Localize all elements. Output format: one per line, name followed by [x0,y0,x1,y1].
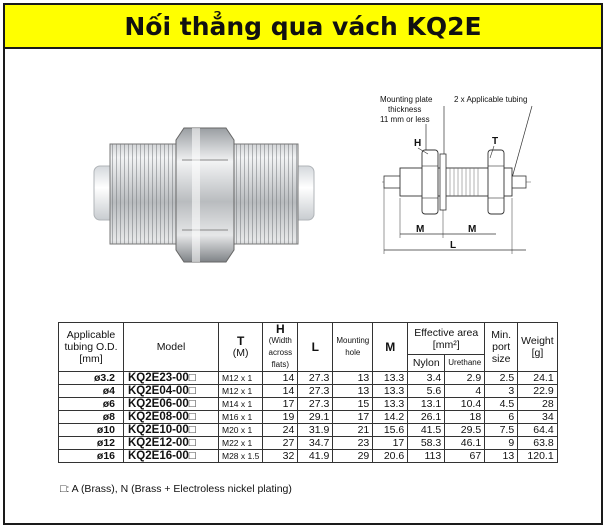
cell-model: KQ2E04-00□ [124,385,219,398]
cell-thread: M16 x 1 [219,411,263,424]
cell-l: 27.3 [298,372,333,385]
cell-hole: 13 [333,385,373,398]
cell-weight: 24.1 [518,372,558,385]
header-m: M [373,323,408,372]
label-h: H [414,138,422,149]
spec-table [58,322,558,463]
cell-weight: 22.9 [518,385,558,398]
cell-port: 7.5 [485,424,518,437]
mounting-label-line2: thickness [388,105,422,114]
cell-od: ø3.2 [59,372,124,385]
cell-port: 4.5 [485,398,518,411]
cell-nylon: 41.5 [408,424,445,437]
cell-urethane: 29.5 [445,424,485,437]
cell-nylon: 3.4 [408,372,445,385]
cell-urethane: 18 [445,411,485,424]
header-min-port: Min. port size [485,323,518,372]
cell-thread: M12 x 1 [219,372,263,385]
cell-od: ø10 [59,424,124,437]
cell-h: 19 [263,411,298,424]
cell-model: KQ2E23-00□ [124,372,219,385]
header-applicable: Applicable tubing O.D. [mm] [59,323,124,372]
cell-model: KQ2E16-00□ [124,450,219,463]
cell-od: ø16 [59,450,124,463]
table-row [59,411,558,424]
cell-weight: 64.4 [518,424,558,437]
cell-thread: M20 x 1 [219,424,263,437]
cell-od: ø12 [59,437,124,450]
material-note: □: A (Brass), N (Brass + Electroless nickel plating) [60,483,292,495]
tubing-label: 2 x Applicable tubing [454,95,528,104]
header-h: H (Width across flats) [263,323,298,372]
cell-model: KQ2E08-00□ [124,411,219,424]
cell-nylon: 58.3 [408,437,445,450]
cell-nylon: 113 [408,450,445,463]
cell-h: 14 [263,385,298,398]
title-banner [5,5,601,49]
cell-nylon: 26.1 [408,411,445,424]
cell-l: 31.9 [298,424,333,437]
cell-hole: 23 [333,437,373,450]
cell-h: 32 [263,450,298,463]
cell-model: KQ2E12-00□ [124,437,219,450]
table-row [59,385,558,398]
table-row [59,450,558,463]
header-effective-area: Effective area [mm²] [408,323,485,355]
cell-m: 20.6 [373,450,408,463]
cell-l: 41.9 [298,450,333,463]
cell-weight: 120.1 [518,450,558,463]
label-m-right: M [468,224,477,235]
cell-urethane: 2.9 [445,372,485,385]
header-mounting-hole: Mounting hole [333,323,373,372]
cell-od: ø6 [59,398,124,411]
cell-port: 3 [485,385,518,398]
cell-m: 13.3 [373,385,408,398]
cell-od: ø8 [59,411,124,424]
page-title: Nối thẳng qua vách KQ2E [124,11,482,41]
cell-m: 13.3 [373,372,408,385]
cell-thread: M22 x 1 [219,437,263,450]
cell-hole: 29 [333,450,373,463]
cell-m: 17 [373,437,408,450]
cell-port: 6 [485,411,518,424]
cell-l: 29.1 [298,411,333,424]
cell-hole: 17 [333,411,373,424]
cell-thread: M28 x 1.5 [219,450,263,463]
cell-urethane: 67 [445,450,485,463]
cell-l: 27.3 [298,398,333,411]
cell-l: 27.3 [298,385,333,398]
table-row [59,372,558,385]
cell-hole: 15 [333,398,373,411]
cell-od: ø4 [59,385,124,398]
table-row [59,398,558,411]
cell-thread: M12 x 1 [219,385,263,398]
cell-nylon: 5.6 [408,385,445,398]
mounting-label-line3: 11 mm or less [380,115,430,124]
table-row [59,437,558,450]
header-model: Model [124,323,219,372]
header-weight: Weight [g] [518,323,558,372]
cell-thread: M14 x 1 [219,398,263,411]
cell-port: 13 [485,450,518,463]
cell-nylon: 13.1 [408,398,445,411]
product-photo [88,120,318,270]
cell-h: 27 [263,437,298,450]
cell-h: 24 [263,424,298,437]
cell-h: 17 [263,398,298,411]
cell-l: 34.7 [298,437,333,450]
cell-model: KQ2E06-00□ [124,398,219,411]
cell-port: 2.5 [485,372,518,385]
cell-m: 14.2 [373,411,408,424]
label-t: T [492,136,499,147]
header-nylon: Nylon [408,355,445,372]
label-m-left: M [416,224,425,235]
cell-hole: 21 [333,424,373,437]
cell-model: KQ2E10-00□ [124,424,219,437]
cell-urethane: 46.1 [445,437,485,450]
header-t: T (M) [219,323,263,372]
cell-m: 15.6 [373,424,408,437]
table-row [59,424,558,437]
header-l: L [298,323,333,372]
dimension-diagram [372,88,540,258]
header-urethane: Urethane [445,355,485,372]
cell-port: 9 [485,437,518,450]
cell-weight: 28 [518,398,558,411]
cell-weight: 63.8 [518,437,558,450]
cell-urethane: 10.4 [445,398,485,411]
cell-urethane: 4 [445,385,485,398]
cell-m: 13.3 [373,398,408,411]
cell-weight: 34 [518,411,558,424]
label-l: L [450,240,457,251]
mounting-label-line1: Mounting plate [380,95,433,104]
cell-hole: 13 [333,372,373,385]
cell-h: 14 [263,372,298,385]
